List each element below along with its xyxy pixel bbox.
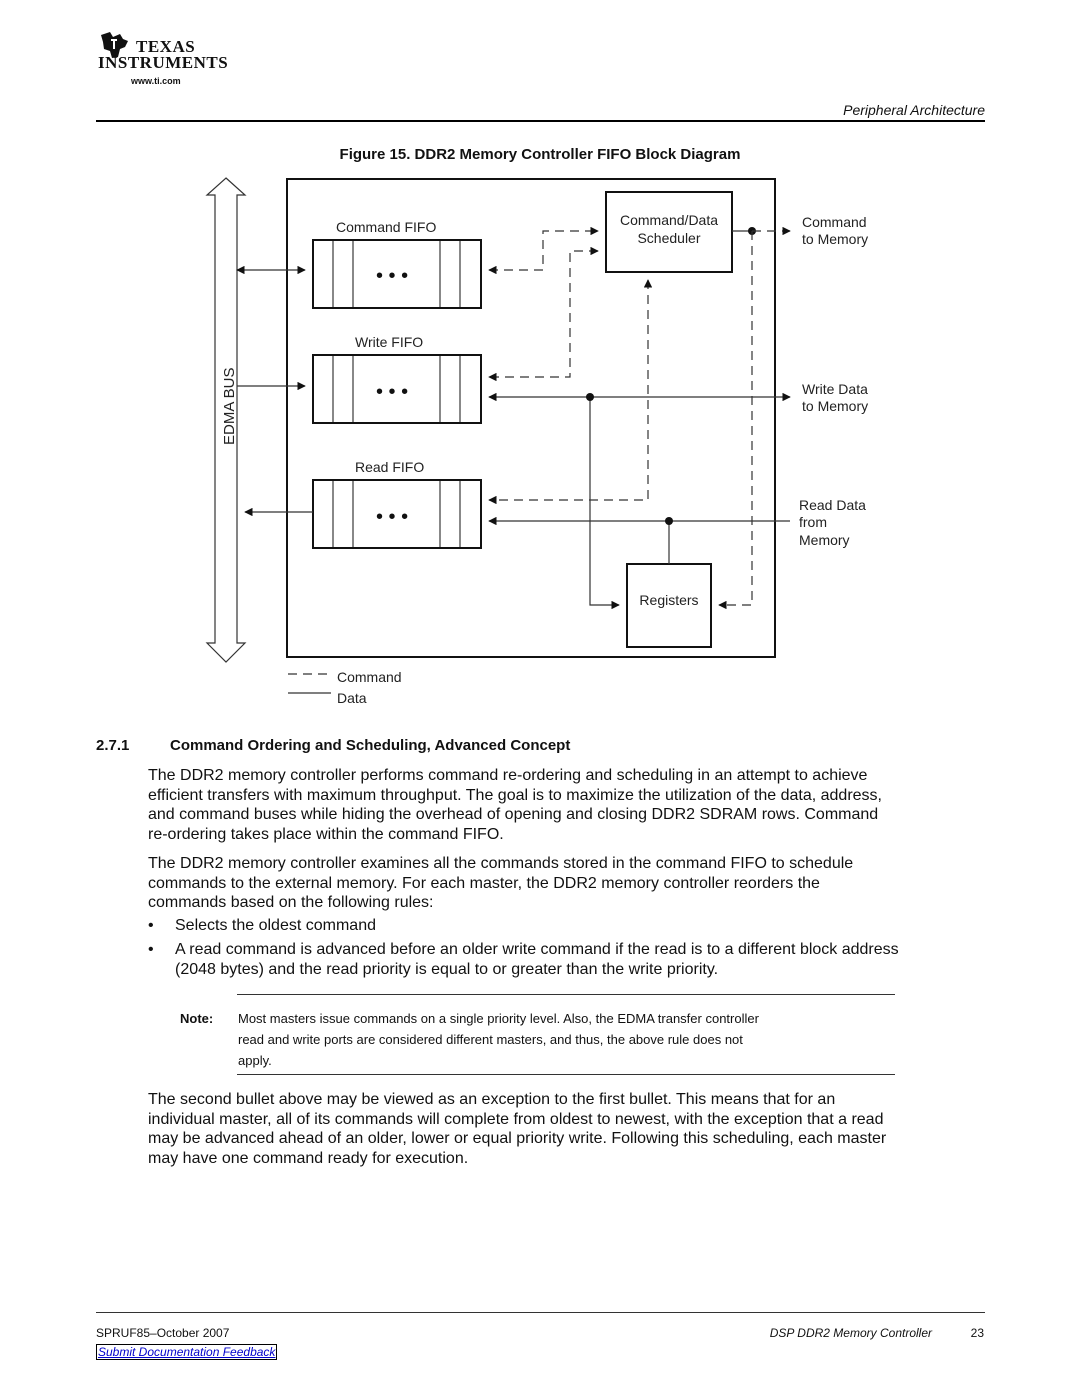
text-line: may have one command ready for execution. xyxy=(148,1149,469,1167)
note-body xyxy=(238,1008,898,1071)
bullet-item-2 xyxy=(148,940,998,979)
text-line: Most masters issue commands on a single priority level. Also, the EDMA transfer controller xyxy=(238,1011,759,1026)
command-fifo-dots: • • • xyxy=(376,265,409,287)
write-data-to-memory-2: to Memory xyxy=(802,398,869,414)
text-line: read and write ports are considered different masters, and thus, the above rule does not xyxy=(238,1032,743,1047)
write-data-to-memory-1: Write Data xyxy=(802,381,868,397)
submit-feedback-link[interactable]: Submit Documentation Feedback xyxy=(98,1345,276,1359)
logo-url: www.ti.com xyxy=(131,76,181,86)
note-label: Note: xyxy=(180,1011,214,1026)
bullet-icon: • xyxy=(148,941,154,958)
text-line: The DDR2 memory controller examines all the commands stored in the command FIFO to schedule xyxy=(148,855,854,872)
cmd-to-memory-2: to Memory xyxy=(802,231,869,247)
text-line: The DDR2 memory controller performs command re-ordering and scheduling in an attempt to achieve xyxy=(148,767,868,784)
footer-doc-id: SPRUF85–October 2007 xyxy=(96,1326,230,1340)
text-line: A read command is advanced before an older write command if the read is to a different block address xyxy=(175,941,899,958)
text-line: (2048 bytes) and the read priority is equal to or greater than the write priority. xyxy=(175,960,719,978)
footer-rule xyxy=(96,1312,985,1313)
footer-page-number: 23 xyxy=(970,1326,984,1340)
bullet-icon: • xyxy=(148,917,154,934)
paragraph-2 xyxy=(148,854,998,913)
read-fifo-dots: • • • xyxy=(376,506,409,528)
section-number: 2.7.1 xyxy=(96,737,130,754)
cmd-to-memory-1: Command xyxy=(802,214,867,230)
read-data-from-memory-2: from xyxy=(799,514,827,530)
scheduler-label-1: Command/Data xyxy=(619,212,719,228)
footer-doc-title: DSP DDR2 Memory Controller xyxy=(769,1326,932,1340)
write-fifo-dots: • • • xyxy=(376,381,409,403)
note-top-rule xyxy=(237,994,895,995)
text-line: individual master, all of its commands will complete from oldest to newest, with the exception that a read xyxy=(148,1110,884,1128)
logo-line-1: TEXAS xyxy=(136,37,196,56)
note-bottom-rule xyxy=(237,1074,895,1075)
text-line: efficient transfers with maximum throughput. The goal is to maximize the utilization of the data, address, xyxy=(148,786,882,804)
logo-line-2: INSTRUMENTS xyxy=(98,53,229,72)
bullet-item-1: • Selects the oldest command xyxy=(148,917,376,934)
text-line: may be advanced ahead of an older, lower or equal priority write. Following this scheduling, each master xyxy=(148,1130,887,1147)
command-paths xyxy=(489,231,790,605)
read-fifo-label: Read FIFO xyxy=(355,459,425,475)
section-header: Peripheral Architecture xyxy=(843,102,985,118)
read-data-from-memory-3: Memory xyxy=(799,532,850,548)
scheduler-label-2: Scheduler xyxy=(637,230,701,246)
text-line: The second bullet above may be viewed as an exception to the first bullet. This means that for an xyxy=(148,1091,836,1108)
text-line: commands based on the following rules: xyxy=(148,894,434,911)
write-fifo-label: Write FIFO xyxy=(355,334,424,350)
legend-data: Data xyxy=(337,690,367,706)
paragraph-3 xyxy=(148,1090,998,1168)
text-line: re-ordering takes place within the command FIFO. xyxy=(148,825,504,843)
read-data-from-memory-1: Read Data xyxy=(799,497,866,513)
text-line: commands to the external memory. For each master, the DDR2 memory controller reorders the xyxy=(148,874,820,892)
text-line: apply. xyxy=(238,1053,272,1068)
text-line: and command buses while hiding the overhead of opening and closing DDR2 SDRAM rows. Command xyxy=(148,806,879,823)
section-title: Command Ordering and Scheduling, Advanced Concept xyxy=(170,737,571,754)
legend-command: Command xyxy=(337,669,402,685)
controller-block xyxy=(287,179,775,657)
figure-title: Figure 15. DDR2 Memory Controller FIFO Block Diagram xyxy=(339,146,741,163)
command-fifo-label: Command FIFO xyxy=(336,219,437,235)
edma-bus-label: EDMA BUS xyxy=(221,367,238,445)
registers-label: Registers xyxy=(639,592,699,608)
paragraph-1 xyxy=(148,766,998,844)
